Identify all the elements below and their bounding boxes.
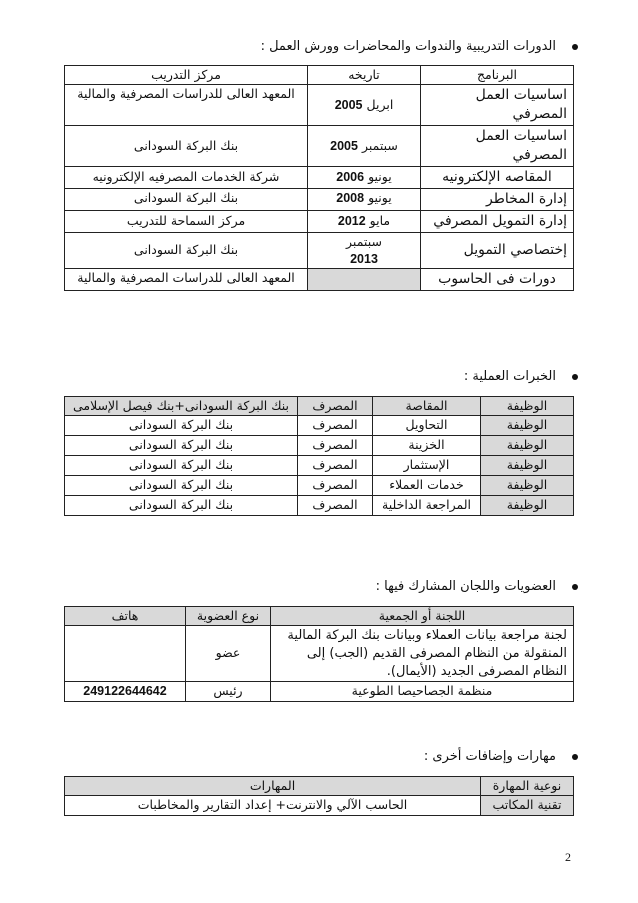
- course-month: ابريل: [366, 96, 394, 112]
- header-center: مركز التدريب: [65, 65, 308, 85]
- header-job: الوظيفة: [481, 396, 574, 416]
- experience-header-row: [65, 396, 574, 416]
- exp-bank: بنك البركة السودانى: [65, 416, 298, 436]
- exp-role: الخزينة: [373, 436, 481, 456]
- header-program: البرنامج: [421, 65, 574, 85]
- course-program: المقاصه الإلكترونيه: [421, 166, 574, 188]
- table-row: [65, 210, 574, 232]
- membership-type: رئيس: [186, 682, 271, 702]
- course-program: إدارة المخاطر: [421, 188, 574, 210]
- header-bank: بنك البركة السودانى+بنك فيصل الإسلامى: [65, 396, 298, 416]
- experience-heading: [64, 368, 574, 386]
- table-row: [65, 85, 574, 126]
- experience-table: [64, 396, 574, 516]
- course-month: سبتمبر: [346, 233, 382, 249]
- courses-heading: [64, 38, 574, 56]
- course-date: [308, 210, 421, 232]
- course-month: يونيو: [368, 189, 392, 205]
- table-row: [65, 456, 574, 476]
- exp-role: المراجعة الداخلية: [373, 495, 481, 515]
- course-date: [308, 232, 421, 269]
- skills-header-row: [65, 776, 574, 796]
- table-row: [65, 495, 574, 515]
- exp-role: خدمات العملاء: [373, 476, 481, 496]
- course-date: [308, 85, 421, 126]
- courses-section: [64, 38, 574, 291]
- courses-table: [64, 65, 574, 292]
- header-skills: المهارات: [65, 776, 481, 796]
- course-program: اساسيات العمل المصرفي: [421, 85, 574, 126]
- table-row: [65, 436, 574, 456]
- course-month: سبتمبر: [361, 137, 398, 153]
- membership-phone: 249122644642: [65, 682, 186, 702]
- skill-kind: تقنية المكاتب: [481, 796, 574, 816]
- page-number: 2: [565, 850, 571, 864]
- course-program: اساسيات العمل المصرفي: [421, 126, 574, 167]
- course-date-empty: [308, 269, 421, 291]
- exp-bank: بنك البركة السودانى: [65, 456, 298, 476]
- membership-phone: [65, 626, 186, 682]
- table-row: [65, 166, 574, 188]
- exp-job: الوظيفة: [481, 436, 574, 456]
- header-role: المقاصة: [373, 396, 481, 416]
- table-row: [65, 476, 574, 496]
- exp-role: الإستثمار: [373, 456, 481, 476]
- course-year: 2008: [336, 190, 365, 205]
- course-date: [308, 126, 421, 167]
- table-row: [65, 232, 574, 269]
- courses-header-row: [65, 65, 574, 85]
- exp-place: المصرف: [298, 476, 373, 496]
- course-program: دورات فى الحاسوب: [421, 269, 574, 291]
- table-row: [65, 682, 574, 702]
- header-phone: هاتف: [65, 606, 186, 626]
- table-row: [65, 626, 574, 682]
- skills-table: [64, 776, 574, 817]
- course-center: مركز السماحة للتدريب: [65, 210, 308, 232]
- course-center: بنك البركة السودانى: [65, 126, 308, 167]
- memberships-section: [64, 578, 574, 702]
- header-committee: اللجنة أو الجمعية: [271, 606, 574, 626]
- exp-bank: بنك البركة السودانى: [65, 476, 298, 496]
- course-program: إختصاصي التمويل: [421, 232, 574, 269]
- exp-place: المصرف: [298, 416, 373, 436]
- course-center: شركة الخدمات المصرفيه الإلكترونيه: [65, 166, 308, 188]
- table-row: [65, 416, 574, 436]
- exp-role: التحاويل: [373, 416, 481, 436]
- membership-type: عضو: [186, 626, 271, 682]
- table-row: [65, 126, 574, 167]
- course-date: [308, 188, 421, 210]
- bullet-icon: [572, 44, 578, 50]
- header-date: تاريخه: [308, 65, 421, 85]
- skills-heading: [64, 748, 574, 766]
- table-row: [65, 796, 574, 816]
- course-month: يونيو: [368, 168, 392, 184]
- course-month: مايو: [369, 212, 391, 228]
- bullet-icon: [572, 754, 578, 760]
- experience-title: الخبرات العملية :: [463, 369, 556, 384]
- course-year: 2012: [337, 213, 366, 228]
- course-program: إدارة التمويل المصرفي: [421, 210, 574, 232]
- exp-bank: بنك البركة السودانى: [65, 495, 298, 515]
- exp-job: الوظيفة: [481, 416, 574, 436]
- bullet-icon: [572, 374, 578, 380]
- skills-section: [64, 748, 574, 816]
- course-year: 2005: [330, 138, 358, 153]
- exp-place: المصرف: [298, 456, 373, 476]
- experience-section: [64, 368, 574, 516]
- memberships-heading: [64, 578, 574, 596]
- table-row: [65, 188, 574, 210]
- exp-job: الوظيفة: [481, 476, 574, 496]
- header-kind: نوعية المهارة: [481, 776, 574, 796]
- course-center: المعهد العالى للدراسات المصرفية والمالية: [65, 269, 308, 291]
- membership-committee: منظمة الجصاحيصا الطوعية: [271, 682, 574, 702]
- header-type: نوع العضوية: [186, 606, 271, 626]
- course-center: بنك البركة السودانى: [65, 188, 308, 210]
- course-year: 2006: [336, 169, 365, 184]
- course-year: 2013: [350, 251, 378, 266]
- exp-bank: بنك البركة السودانى: [65, 436, 298, 456]
- exp-place: المصرف: [298, 436, 373, 456]
- bullet-icon: [572, 584, 578, 590]
- course-center: المعهد العالى للدراسات المصرفية والمالية: [65, 85, 308, 126]
- courses-title: الدورات التدريبية والندوات والمحاضرات وورش العمل :: [260, 39, 556, 54]
- course-date: [308, 166, 421, 188]
- course-center: بنك البركة السودانى: [65, 232, 308, 269]
- exp-job: الوظيفة: [481, 456, 574, 476]
- skill-list: الحاسب الآلي والانترنت+ إعداد التقارير والمخاطبات: [65, 796, 481, 816]
- header-place: المصرف: [298, 396, 373, 416]
- exp-place: المصرف: [298, 495, 373, 515]
- membership-committee: لجنة مراجعة بيانات العملاء وبيانات بنك البركة المالية المنقولة من النظام المصرفى القديم (الجب) إلى النظام المصرفى الجديد (الأيمال).: [271, 626, 574, 682]
- skills-title: مهارات وإضافات أخرى :: [423, 749, 556, 764]
- memberships-header-row: [65, 606, 574, 626]
- course-year: 2005: [334, 97, 363, 112]
- memberships-title: العضويات واللجان المشارك فيها :: [375, 579, 556, 594]
- exp-job: الوظيفة: [481, 495, 574, 515]
- memberships-table: [64, 606, 574, 702]
- table-row: [65, 269, 574, 291]
